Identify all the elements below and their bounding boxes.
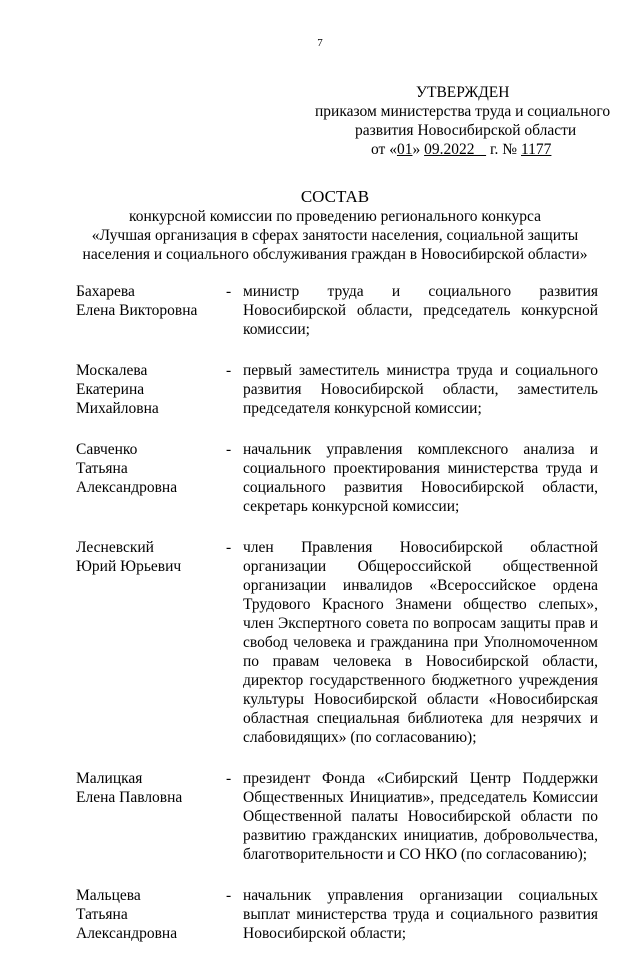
approval-title: УТВЕРЖДЕН [416,84,510,101]
approval-date-mid: » [412,141,425,158]
document-title-block [70,187,600,264]
approval-order-number: 1177 [520,141,552,158]
member-name [76,361,226,418]
member-position: начальник управления комплексного анализа и социального проектирования министерства труда и социального развития Новосибирской области, секретарь конкурсной комиссии; [243,441,598,515]
member-name [76,440,226,497]
member-name-line: Малицкая [76,770,143,787]
member-row [76,440,598,516]
document-subtitle-line-3: населения и социального обслуживания граждан в Новосибирской области» [82,246,588,263]
approval-ministry-line: развития Новосибирской области [355,122,577,139]
approval-date-month-year: 09.2022 [424,141,487,158]
member-name-line: Лесневский [76,539,154,556]
member-dash: - [226,441,232,458]
commission-members-list [76,282,598,965]
member-position: начальник управления организации социальных выплат министерства труда и социального развития Новосибирской области; [243,887,598,942]
approval-date-day: 01 [396,141,413,158]
approval-stamp [300,83,620,159]
member-name [76,282,226,320]
page-number: 7 [317,37,323,49]
member-dash: - [226,362,232,379]
member-position: член Правления Новосибирской областной организации Общероссийской общественной организации инвалидов «Всероссийское ордена Трудового Красного Знамени общество слепых», член Экспертного совета по вопросам защиты прав и свобод человека и гражданина при Уполномоченном по правам человека в Новосибирской области, директор государственного бюджетного учреждения культуры Новосибирской области «Новосибирская областная специальная библиотека для незрячих и слабовидящих» (по согласованию); [243,539,598,746]
approval-order-line: приказом министерства труда и социального [315,103,611,120]
member-name [76,886,226,943]
member-name-line: Александровна [76,479,178,496]
member-name-line: Юрий Юрьевич [76,558,182,575]
member-name-line: Елена Павловна [76,789,183,806]
member-position: министр труда и социального развития Новосибирской области, председатель конкурсной комиссии; [243,283,598,338]
member-name-line: Александровна [76,925,178,942]
approval-date-line [300,140,620,159]
member-position: первый заместитель министра труда и социального развития Новосибирской области, заместитель председателя конкурсной комиссии; [243,362,598,417]
member-dash: - [226,283,232,300]
member-name-line: Савченко [76,441,138,458]
member-row [76,886,598,943]
member-row [76,538,598,747]
member-dash: - [226,887,232,904]
member-name-line: Елена Викторовна [76,302,198,319]
member-dash: - [226,539,232,556]
document-title: СОСТАВ [300,187,370,206]
member-name-line: Бахарева [76,283,135,300]
member-row [76,769,598,864]
member-position: президент Фонда «Сибирский Центр Поддержки Общественных Инициатив», председатель Комиссии Общественной палаты Новосибирской области по развитию гражданских инициатив, добровольчества, благотворительности и СО НКО (по согласованию); [243,770,598,863]
member-row [76,361,598,418]
member-row [76,282,598,339]
member-dash: - [226,770,232,787]
member-name-line: Михайловна [76,400,159,417]
document-subtitle-line-1: конкурсной комиссии по проведению регионального конкурса [129,208,541,225]
approval-date-prefix: от « [371,141,397,158]
member-name [76,769,226,807]
member-name-line: Татьяна [76,906,128,923]
member-name-line: Татьяна [76,460,128,477]
member-name-line: Екатерина [76,381,145,398]
approval-date-year-suffix: г. № [486,141,521,158]
member-name-line: Москалева [76,362,148,379]
member-name-line: Мальцева [76,887,141,904]
member-name [76,538,226,576]
document-subtitle-line-2: «Лучшая организация в сферах занятости населения, социальной защиты [91,227,579,244]
